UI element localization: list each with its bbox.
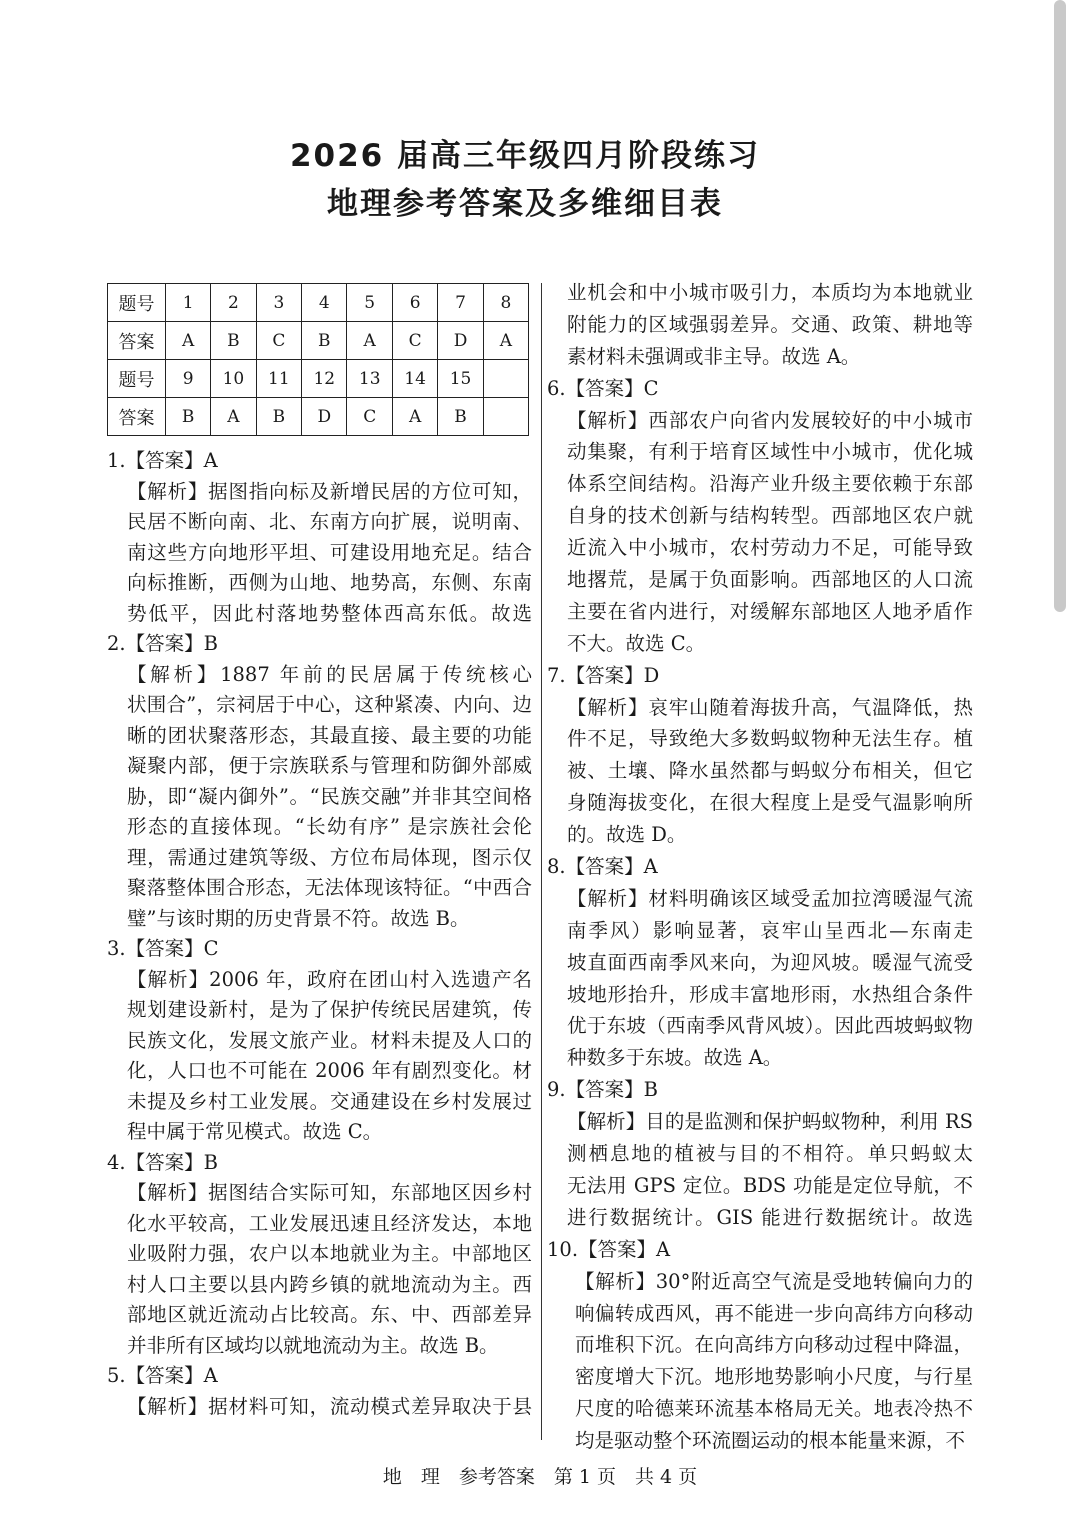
answer-table [107,283,529,436]
analysis-line: 动集聚，有利于培育区域性中小城市，优化城 [567,440,973,464]
analysis-line: 【解析】哀牢山随着海拔升高，气温降低，热 [567,695,973,719]
analysis-line: 化，人口也不可能在 2006 年有剧烈变化。材 [127,1059,532,1082]
answer-cell: 14 [392,360,437,398]
answer-cell: 11 [256,360,301,398]
answer-cell: 10 [211,360,256,398]
analysis-line: 规划建设新村，是为了保护传统民居建筑，传 [127,998,532,1021]
analysis-line: 【解析】目的是监测和保护蚂蚁物种，利用 RS [567,1110,973,1134]
analysis-line: 均是驱动整个环流圈运动的根本能量来源，不 [575,1429,966,1453]
analysis-line: 响偏转成西风，再不能进一步向高纬方向移动 [575,1301,973,1325]
analysis-line: 坡直面西南季风来向，为迎风坡。暖湿气流受 [567,950,973,974]
column-divider [541,283,542,1440]
row-header-cell: 答案 [108,398,166,436]
analysis-line: 主要在省内进行，对缓解东部地区人地矛盾作 [567,599,973,623]
analysis-line: 素材料未强调或非主导。故选 A。 [567,344,861,368]
analysis-line: 无法用 GPS 定位。BDS 功能是定位导航，不 [567,1173,973,1197]
analysis-line: 【解析】1887 年前的民居属于传统核心 [127,662,532,686]
answer-cell: C [392,322,437,360]
answer-cell: A [483,322,528,360]
answer-cell [483,398,528,436]
analysis-line: 【解析】2006 年，政府在团山村入选遗产名 [127,967,532,991]
analysis-line: 体系空间结构。沿海产业升级主要依赖于东部 [567,472,973,496]
analysis-line: 【解析】材料明确该区域受孟加拉湾暖湿气流 [567,886,973,910]
analysis-line: 南这些方向地形平坦、可建设用地充足。结合 [127,540,532,564]
answer-cell: 4 [302,284,347,322]
analysis-line: 【解析】据材料可知，流动模式差异取决于县 [127,1394,532,1418]
analysis-line: 不大。故选 C。 [567,631,706,655]
answer-heading: 4.【答案】B [107,1150,218,1174]
answer-heading: 7.【答案】D [547,663,660,687]
left-column [107,446,532,1422]
answer-heading: 6.【答案】C [547,376,659,400]
answer-cell: 6 [392,284,437,322]
analysis-line: 【解析】30°附近高空气流是受地转偏向力的 [575,1269,973,1293]
answer-cell: 13 [347,360,392,398]
analysis-line: 【解析】据图结合实际可知，东部地区因乡村 [127,1181,532,1204]
scrollbar-thumb[interactable] [1054,0,1066,612]
answer-table-row [108,360,529,398]
analysis-line: 种数多于东坡。故选 A。 [567,1046,783,1070]
analysis-line: 民居不断向南、北、东南方向扩展，说明南、 [127,510,532,533]
analysis-line: 业机会和中小城市吸引力，本质均为本地就业 [567,281,973,304]
answer-table-row [108,398,529,436]
answer-cell: D [438,322,483,360]
answer-cell: C [347,398,392,436]
row-header-cell: 题号 [108,284,166,322]
analysis-line: 状围合”，宗祠居于中心，这种紧凑、内向、边 [127,693,532,716]
analysis-line: 并非所有区域均以就地流动为主。故选 B。 [127,1333,499,1357]
answer-cell: B [211,322,256,360]
analysis-line: 程中属于常见模式。故选 C。 [127,1120,383,1143]
answer-heading: 2.【答案】B [107,632,218,655]
answer-cell: 5 [347,284,392,322]
answer-heading: 10.【答案】A [547,1237,671,1261]
analysis-line: 进行数据统计。GIS 能进行数据统计。故选 [567,1205,973,1229]
analysis-line: 被、土壤、降水虽然都与蚂蚁分布相关，但它 [567,759,973,783]
analysis-line: 身随海拔变化，在很大程度上是受气温影响所 [567,791,973,815]
analysis-line: 尺度的哈德莱环流基本格局无关。地表冷热不 [575,1397,973,1421]
answer-cell: B [438,398,483,436]
answer-heading: 1.【答案】A [107,449,218,472]
answer-cell: A [211,398,256,436]
analysis-line: 未提及乡村工业发展。交通建设在乡村发展过 [127,1089,532,1113]
analysis-line: 势低平，因此村落地势整体西高东低。故选 [127,601,532,625]
analysis-line: 胁，即“凝内御外”。“民族交融”并非其空间格 [127,784,532,808]
analysis-line: 璧”与该时期的历史背景不符。故选 B。 [127,906,470,930]
answer-heading: 3.【答案】C [107,937,219,960]
document-title: 2026 届高三年级四月阶段练习 [289,138,761,174]
answer-cell: A [392,398,437,436]
analysis-line: 部地区就近流动占比较高。东、中、西部差异 [127,1303,532,1326]
analysis-line: 【解析】西部农户向省内发展较好的中小城市 [567,408,973,432]
answer-cell: 8 [483,284,528,322]
row-header-cell: 题号 [108,360,166,398]
analysis-line: 测栖息地的植被与目的不相符。单只蚂蚁太 [567,1142,973,1166]
analysis-line: 村人口主要以县内跨乡镇的就地流动为主。西 [127,1272,532,1296]
analysis-line: 的。故选 D。 [567,823,687,847]
answer-cell: 1 [166,284,211,322]
answer-heading: 9.【答案】B [547,1078,658,1102]
answer-cell: 7 [438,284,483,322]
analysis-line: 件不足，导致绝大多数蚂蚁物种无法生存。植 [567,727,973,751]
analysis-line: 地撂荒，是属于负面影响。西部地区的人口流 [567,568,973,592]
answer-cell: D [302,398,347,436]
answer-heading: 8.【答案】A [547,855,658,879]
answer-cell: A [166,322,211,360]
analysis-line: 自身的技术创新与结构转型。西部地区农户就 [567,504,973,528]
analysis-line: 优于东坡（西南季风背风坡）。因此西坡蚂蚁物 [567,1014,973,1038]
answer-cell: 3 [256,284,301,322]
analysis-line: 形态的直接体现。“长幼有序” 是宗族社会伦 [127,815,532,838]
document-subtitle: 地理参考答案及多维细目表 [327,186,723,222]
analysis-line: 业吸附力强，农户以本地就业为主。中部地区 [127,1242,532,1265]
right-column [547,277,973,1457]
answer-heading: 5.【答案】A [107,1364,218,1387]
analysis-line: 聚落整体围合形态，无法体现该特征。“中西合 [127,876,532,899]
answer-table-row [108,322,529,360]
answer-cell: B [256,398,301,436]
analysis-line: 凝聚内部，便于宗族联系与管理和防御外部威 [127,754,532,777]
analysis-line: 附能力的区域强弱差异。交通、政策、耕地等 [567,312,973,336]
scrollbar[interactable] [1054,0,1066,1536]
answer-cell: 2 [211,284,256,322]
answer-cell: 9 [166,360,211,398]
analysis-line: 南季风）影响显著，哀牢山呈西北—东南走 [567,918,973,942]
analysis-line: 【解析】据图指向标及新增民居的方位可知， [127,479,532,503]
analysis-line: 化水平较高，工业发展迅速且经济发达，本地 [127,1211,532,1235]
analysis-line: 密度增大下沉。地形地势影响小尺度，与行星 [575,1365,973,1389]
analysis-line: 近流入中小城市，农村劳动力不足，可能导致 [567,536,973,560]
answer-cell: A [347,322,392,360]
answer-cell: B [302,322,347,360]
answer-table-row [108,284,529,322]
answer-cell: C [256,322,301,360]
answer-cell: B [166,398,211,436]
analysis-line: 而堆积下沉。在向高纬方向移动过程中降温， [575,1333,973,1357]
analysis-line: 晰的团状聚落形态，其最直接、最主要的功能 [127,723,532,747]
answer-cell: 15 [438,360,483,398]
answer-cell: 12 [302,360,347,398]
answer-cell [483,360,528,398]
row-header-cell: 答案 [108,322,166,360]
analysis-line: 理，需通过建筑等级、方位布局体现，图示仅 [127,845,532,869]
analysis-line: 民族文化，发展文旅产业。材料未提及人口的 [127,1028,532,1052]
page-footer: 地 理 参考答案 第 1 页 共 4 页 [382,1466,698,1488]
analysis-line: 坡地形抬升，形成丰富地形雨，水热组合条件 [567,982,973,1006]
analysis-line: 向标推断，西侧为山地、地势高，东侧、东南 [127,571,532,594]
